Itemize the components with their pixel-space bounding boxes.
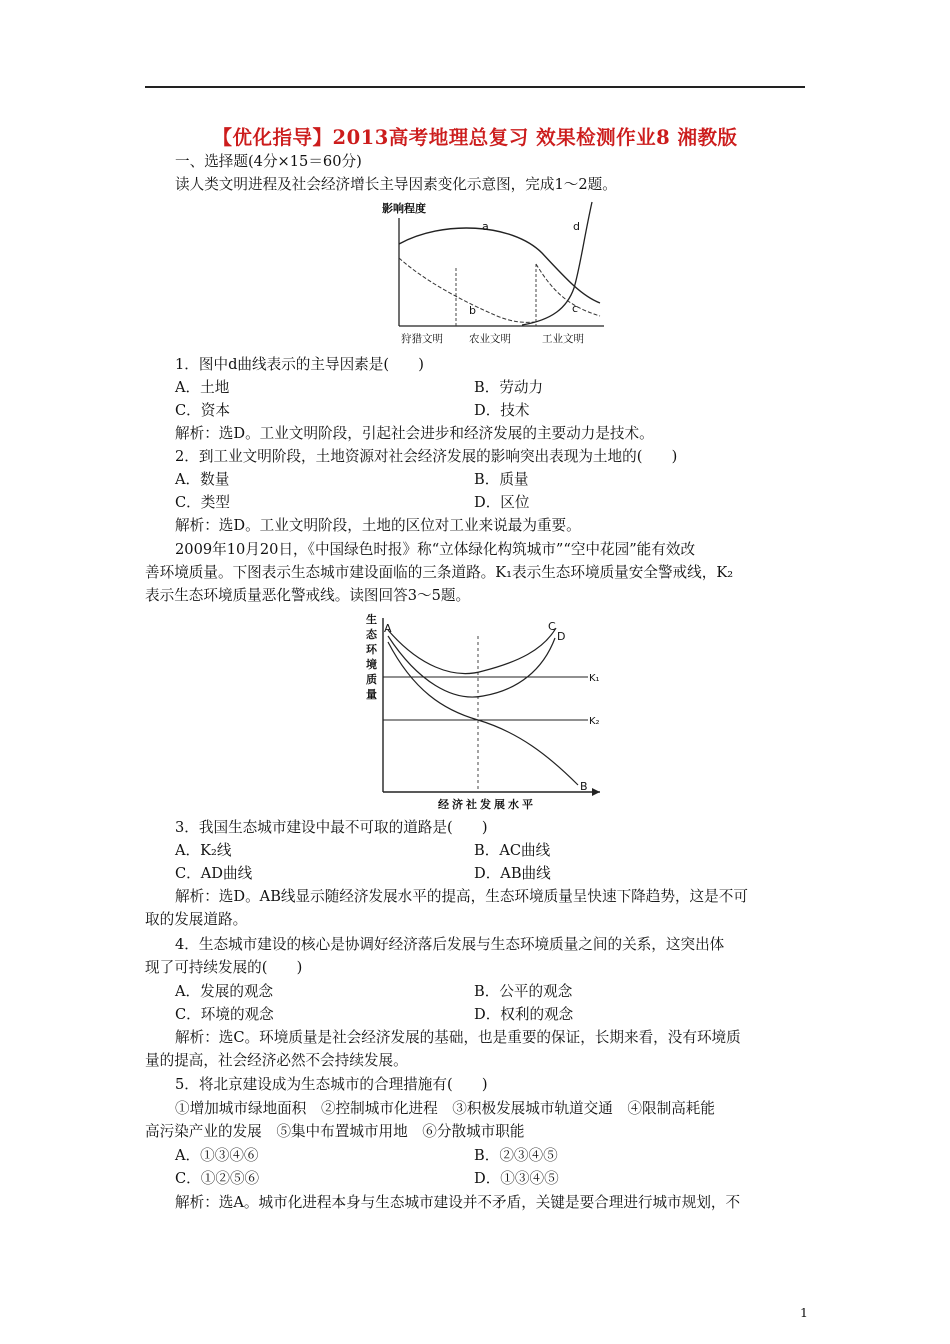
label-a: A (384, 622, 392, 635)
intro-text-2-line3: 表示生态环境质量恶化警戒线。读图回答3～5题。 (145, 587, 471, 604)
q3-stem: 3．我国生态城市建设中最不可取的道路是( ) (175, 819, 488, 836)
q4-answer-line1: 解析：选C。环境质量是社会经济发展的基础，也是重要的保证，长期来看，没有环境质 (175, 1029, 741, 1046)
q4-answer-line2: 量的提高，社会经济必然不会持续发展。 (145, 1052, 408, 1069)
q5-items-line1: ①增加城市绿地面积 ②控制城市化进程 ③积极发展城市轨道交通 ④限制高耗能 (175, 1100, 715, 1117)
fig2-xlabel: 经济社发展水平 (438, 798, 536, 810)
q2-option-d: D．区位 (474, 494, 530, 511)
curve-a (399, 228, 600, 303)
page-number: 1 (800, 1305, 808, 1320)
curve-c (536, 264, 600, 316)
curve-b-label: b (469, 304, 476, 317)
q2-option-a: A．数量 (175, 471, 230, 488)
curve-a-label: a (482, 220, 489, 233)
q2-option-c: C．类型 (175, 494, 230, 511)
q1-option-a: A．土地 (175, 379, 230, 396)
ylabel-char-6: 量 (366, 688, 377, 701)
ylabel-char-5: 质 (366, 673, 377, 686)
q5-option-d: D．①③④⑤ (474, 1170, 559, 1187)
q4-option-a: A．发展的观念 (175, 983, 274, 1000)
ylabel-char-1: 生 (366, 613, 377, 626)
label-c: C (548, 620, 556, 633)
stage-label-industrial: 工业文明 (542, 333, 584, 345)
q3-option-a: A．K₂线 (175, 842, 232, 859)
ylabel-char-3: 环 (366, 643, 377, 656)
q3-answer-line2: 取的发展道路。 (145, 911, 248, 928)
q1-option-c: C．资本 (175, 402, 230, 419)
q4-option-c: C．环境的观念 (175, 1006, 274, 1023)
curve-ac (388, 628, 556, 674)
q2-stem: 2．到工业文明阶段，土地资源对社会经济发展的影响突出表现为土地的( ) (175, 448, 678, 465)
q5-option-a: A．①③④⑥ (175, 1147, 259, 1164)
ylabel-char-4: 境 (366, 658, 377, 671)
q5-stem: 5．将北京建设成为生态城市的合理措施有( ) (175, 1076, 488, 1093)
q4-option-d: D．权利的观念 (474, 1006, 574, 1023)
civilization-factor-chart (372, 198, 612, 350)
curve-b (399, 258, 536, 322)
intro-text-1: 读人类文明进程及社会经济增长主导因素变化示意图，完成1～2题。 (175, 176, 617, 193)
q2-option-b: B．质量 (474, 471, 529, 488)
curve-ab (388, 642, 578, 785)
header-rule (145, 86, 805, 88)
curve-c-label: c (572, 302, 579, 315)
eco-city-paths-chart (358, 610, 608, 810)
curve-d-label: d (573, 220, 580, 233)
stage-label-agriculture: 农业文明 (469, 333, 511, 345)
ylabel-char-2: 态 (366, 628, 377, 641)
intro-text-2-line2: 善环境质量。下图表示生态城市建设面临的三条道路。K₁表示生态环境质量安全警戒线，K₂ (145, 564, 734, 581)
curve-ad (388, 636, 555, 697)
q4-stem-line2: 现了可持续发展的( ) (145, 959, 303, 976)
fig2-ylabel (366, 612, 378, 701)
q1-answer: 解析：选D。工业文明阶段，引起社会进步和经济发展的主要动力是技术。 (175, 425, 654, 442)
q1-option-d: D．技术 (474, 402, 530, 419)
intro-text-2-line1: 2009年10月20日，《中国绿色时报》称“立体绿化构筑城市”“空中花园”能有效改 (175, 541, 696, 558)
page-title: 【优化指导】2013高考地理总复习 效果检测作业8 湘教版 (212, 126, 738, 149)
q3-answer-line1: 解析：选D。AB线显示随经济发展水平的提高，生态环境质量呈快速下降趋势，这是不可 (175, 888, 748, 905)
curve-d (522, 202, 592, 325)
section-heading: 一、选择题(4分×15＝60分) (175, 153, 362, 170)
q1-stem: 1．图中d曲线表示的主导因素是( ) (175, 356, 424, 373)
q1-option-b: B．劳动力 (474, 379, 544, 396)
q5-option-c: C．①②⑤⑥ (175, 1170, 260, 1187)
q2-answer: 解析：选D。工业文明阶段，土地的区位对工业来说最为重要。 (175, 517, 581, 534)
q5-answer: 解析：选A。城市化进程本身与生态城市建设并不矛盾，关键是要合理进行城市规划，不 (175, 1194, 741, 1211)
q4-stem-line1: 4．生态城市建设的核心是协调好经济落后发展与生态环境质量之间的关系，这突出体 (175, 936, 725, 953)
q5-items-line2: 高污染产业的发展 ⑤集中布置城市用地 ⑥分散城市职能 (145, 1123, 525, 1140)
fig1-ylabel: 影响程度 (382, 202, 426, 215)
q3-option-b: B．AC曲线 (474, 842, 551, 859)
q4-option-b: B．公平的观念 (474, 983, 573, 1000)
q5-option-b: B．②③④⑤ (474, 1147, 558, 1164)
label-k2: K₂ (589, 716, 600, 727)
stage-label-hunting: 狩猎文明 (401, 333, 443, 345)
label-k1: K₁ (589, 673, 600, 684)
label-d: D (557, 630, 566, 643)
q3-option-c: C．AD曲线 (175, 865, 253, 882)
q3-option-d: D．AB曲线 (474, 865, 551, 882)
label-b: B (580, 780, 588, 793)
